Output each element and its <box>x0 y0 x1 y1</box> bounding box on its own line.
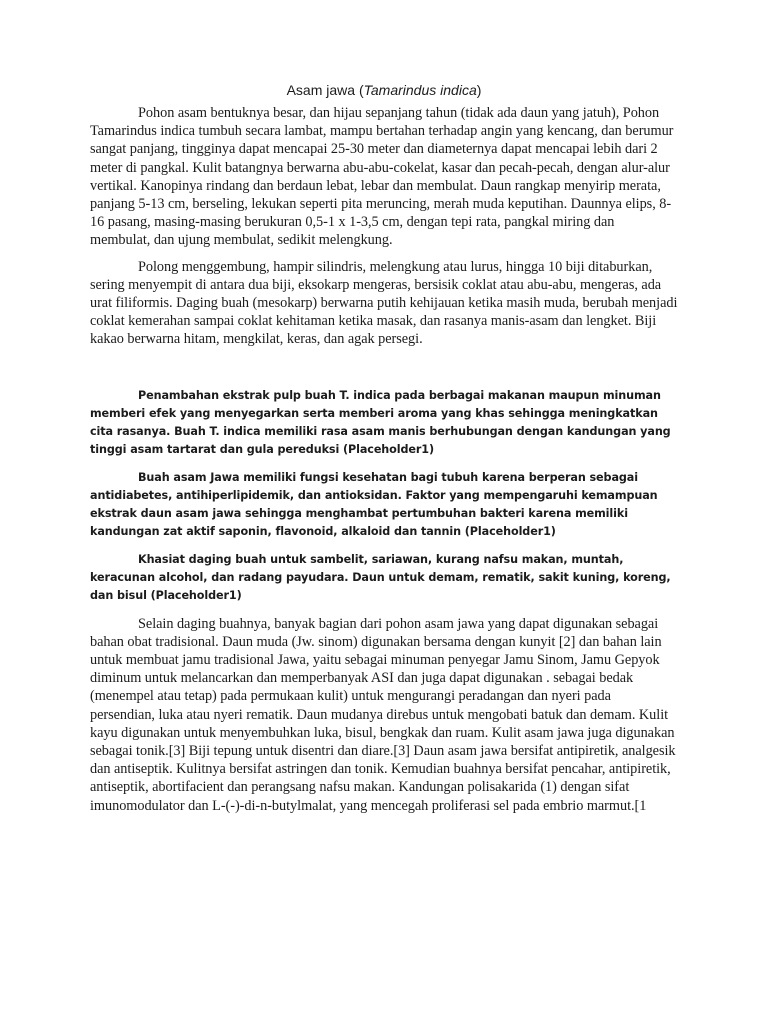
paragraph-pod-description: Polong menggembung, hampir silindris, melengkung atau lurus, hingga 10 biji ditaburkan, sering menyempit di antara dua biji, eksokarp mengeras, bersisik coklat atau abu-abu, mengeras, ada urat filiformis. Daging buah (mesokarp) berwarna putih kehijauan ketika masih muda, berubah menjadi coklat kemerahan sampai coklat kehitaman ketika masak, dan rasanya manis-asam dan lengket. Biji kakao berwarna hitam, mengkilat, keras, dan agak persegi. <box>90 258 678 348</box>
paragraph-traditional-medicine: Selain daging buahnya, banyak bagian dari pohon asam jawa yang dapat digunakan sebagai bahan obat tradisional. Daun muda (Jw. sinom) digunakan bersama dengan kunyit [2] dan bahan lain untuk membuat jamu tradisional Jawa, yaitu sebagai minuman penyegar Jamu Sinom, Jamu Gepyok diminum untuk melancarkan dan memperbanyak ASI dan juga dapat digunakan . sebagai bedak (menempel atau tetap) pada permukaan kulit) untuk mengurangi peradangan dan nyeri pada persendian, luka atau nyeri rematik. Daun mudanya direbus untuk mengobati batuk dan demam. Kulit kayu digunakan untuk menyembuhkan luka, bisul, bengkak dan ruam. Kulit asam jawa juga digunakan sebagai tonik.[3] Biji tepung untuk disentri dan diare.[3] Daun asam jawa bersifat antipiretik, analgesik dan antiseptik. Kulitnya bersifat astringen dan tonik. Kemudian buahnya bersifat pencahar, antipiretik, antiseptik, abortifacient dan perangsang nafsu makan. Kandungan polisakarida (1) dengan sifat imunomodulator dan L-(-)-di-n-butylmalat, yang mencegah proliferasi sel pada embrio marmut.[1 <box>90 615 676 814</box>
paragraph-health-function: Buah asam Jawa memiliki fungsi kesehatan bagi tubuh karena berperan sebagai antidiabetes, antihiperlipidemik, dan antioksidan. Faktor yang mempengaruhi kemampuan ekstrak daun asam jawa sehingga menghambat pertumbuhan bakteri karena memiliki kandungan zat aktif saponin, flavonoid, alkaloid dan tannin (Placeholder1) <box>90 470 658 538</box>
spacer <box>90 357 678 387</box>
document-title <box>90 80 678 100</box>
title-text: Asam jawa ( <box>286 82 364 98</box>
document-page <box>90 80 678 823</box>
title-scientific-name: Tamarindus indica <box>363 82 477 98</box>
paragraph-tree-description: Pohon asam bentuknya besar, dan hijau sepanjang tahun (tidak ada daun yang jatuh), Pohon Tamarindus indica tumbuh secara lambat, mampu bertahan terhadap angin yang kencang, dan berumur sangat panjang, tingginya dapat mencapai 25-30 meter dan diameternya dapat mencapai lebih dari 2 meter di pangkal. Kulit batangnya berwarna abu-abu-cokelat, kasar dan pecah-pecah, dengan alur-alur vertikal. Kanopinya rindang dan berdaun lebat, lebar dan membulat. Daun rangkap menyirip merata, panjang 5-13 cm, berseling, lekukan seperti pita meruncing, merah muda keputihan. Daunnya elips, 8-16 pasang, masing-masing berukuran 0,5-1 x 1-3,5 cm, dengan tepi rata, pangkal miring dan membulat, dan ujung membulat, sedikit melengkung. <box>90 105 674 249</box>
paragraph-pulp-extract: Penambahan ekstrak pulp buah T. indica pada berbagai makanan maupun minuman memberi efek yang menyegarkan serta memberi aroma yang khas sehingga meningkatkan cita rasanya. Buah T. indica memiliki rasa asam manis berhubungan dengan kandungan yang tinggi asam tartarat dan gula pereduksi (Placeholder1) <box>90 388 671 456</box>
title-close-paren: ) <box>476 82 482 98</box>
paragraph-benefits: Khasiat daging buah untuk sambelit, sariawan, kurang nafsu makan, muntah, keracunan alcohol, dan radang payudara. Daun untuk demam, rematik, sakit kuning, koreng, dan bisul (Placeholder1) <box>90 552 671 602</box>
